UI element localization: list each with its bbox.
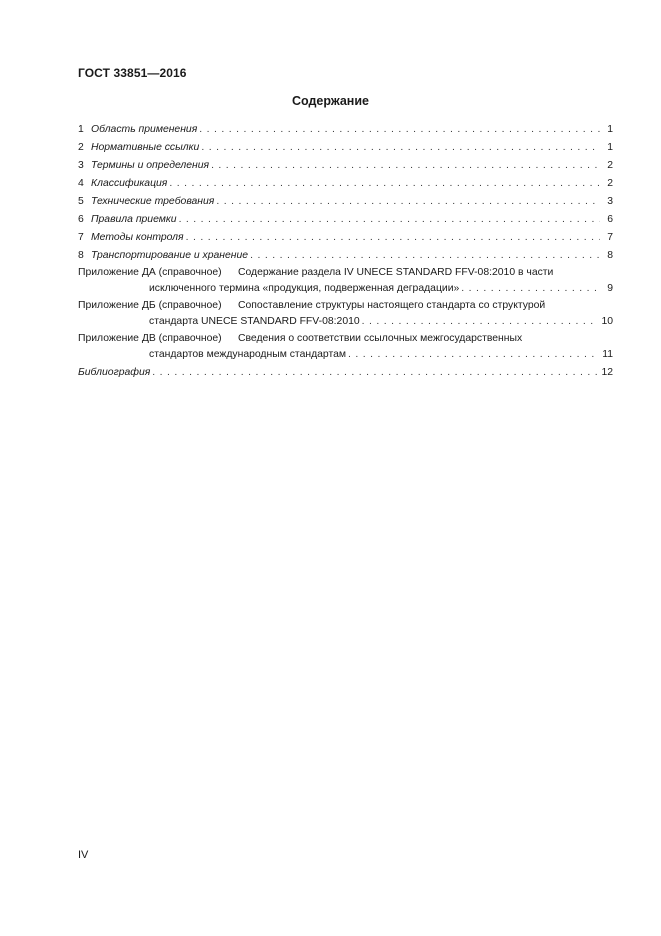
dot-leader [186, 229, 600, 247]
section-title: Технические требования [91, 196, 215, 207]
page-number: 12 [601, 367, 613, 378]
dot-leader [348, 346, 599, 364]
appendix-title-line1: Сведения о соответствии ссылочных межгосударственных [238, 333, 523, 344]
section-title: Методы контроля [91, 232, 184, 243]
dot-leader [216, 193, 600, 211]
appendix-title-line2: стандарта UNECE STANDARD FFV-08:2010 [149, 316, 360, 327]
appendix-title-line2: исключенного термина «продукция, подверженная деградации» [149, 283, 460, 294]
toc-entry[interactable] [78, 229, 613, 247]
document-code: ГОСТ 33851—2016 [78, 66, 187, 80]
section-title: Классификация [91, 178, 168, 189]
appendix-label: Приложение ДВ (справочное) [78, 333, 222, 344]
toc-entry[interactable] [78, 157, 613, 175]
page-number: 1 [607, 142, 613, 153]
appendix-title-line1: Сопоставление структуры настоящего стандарта со структурой [238, 300, 546, 311]
dot-leader [152, 364, 598, 382]
toc-entry[interactable] [78, 211, 613, 229]
section-title: Нормативные ссылки [91, 142, 200, 153]
dot-leader [362, 313, 599, 331]
page-number: 6 [607, 214, 613, 225]
page-number: 8 [607, 250, 613, 261]
footer-page-number: IV [78, 849, 89, 861]
page-number: 2 [607, 160, 613, 171]
section-number: 3 [78, 160, 84, 171]
section-number: 4 [78, 178, 84, 189]
section-number: 5 [78, 196, 84, 207]
toc-entry[interactable] [78, 139, 613, 157]
toc-entry[interactable] [78, 121, 613, 139]
section-number: 7 [78, 232, 84, 243]
appendix-label: Приложение ДБ (справочное) [78, 300, 222, 311]
dot-leader [211, 157, 600, 175]
page-number: 1 [607, 124, 613, 135]
appendix-label: Приложение ДА (справочное) [78, 267, 222, 278]
toc-appendix-entry[interactable] [78, 331, 613, 364]
page-number: 3 [607, 196, 613, 207]
dot-leader [169, 175, 600, 193]
section-number: 2 [78, 142, 84, 153]
toc-appendix-entry[interactable] [78, 298, 613, 331]
dot-leader [250, 247, 600, 265]
toc-entry[interactable] [78, 193, 613, 211]
table-of-contents [78, 121, 613, 382]
appendix-title-line2: стандартов международным стандартам [149, 349, 347, 360]
dot-leader [199, 121, 600, 139]
dot-leader [201, 139, 600, 157]
page-number: 9 [607, 283, 613, 294]
page-number: 10 [601, 316, 613, 327]
section-number: 8 [78, 250, 84, 261]
page-number: 11 [602, 349, 613, 360]
section-number: 6 [78, 214, 84, 225]
toc-entry[interactable] [78, 247, 613, 265]
section-title: Правила приемки [91, 214, 177, 225]
dot-leader [461, 280, 600, 298]
toc-appendix-entry[interactable] [78, 265, 613, 298]
section-title: Область применения [91, 124, 198, 135]
bibliography-title: Библиография [78, 367, 151, 378]
toc-entry[interactable] [78, 175, 613, 193]
toc-title: Содержание [291, 94, 369, 108]
section-title: Термины и определения [91, 160, 210, 171]
dot-leader [179, 211, 600, 229]
page-number: 7 [607, 232, 613, 243]
section-title: Транспортирование и хранение [91, 250, 249, 261]
page-number: 2 [607, 178, 613, 189]
section-number: 1 [78, 124, 84, 135]
toc-entry-bibliography[interactable] [78, 364, 613, 382]
appendix-title-line1: Содержание раздела IV UNECE STANDARD FFV-08:2010 в части [238, 267, 554, 278]
